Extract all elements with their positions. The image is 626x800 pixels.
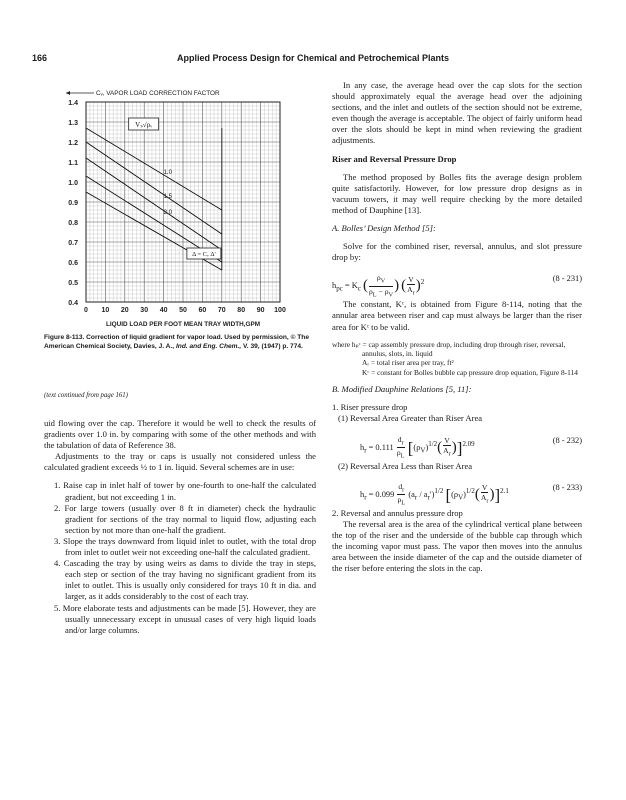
x-tick-label: 20	[120, 307, 129, 314]
y-tick-label: 0.6	[68, 260, 78, 267]
y-tick-label: 0.8	[68, 220, 78, 227]
x-tick-label: 100	[274, 307, 286, 314]
equation-8-232: $h_r = 0.111$ $\frac{d_r}{\rho_L}$ [$(\rho_V)^{1/2}$( $\frac{V}{A_r}$ )]$^{2.09}$ (8 - 232)	[360, 434, 582, 460]
x-tick-label: 90	[256, 307, 265, 314]
right-paragraph-3: Solve for the combined riser, reversal, annulus, and slot pressure drop by:	[332, 241, 582, 263]
left-paragraph-2: Adjustments to the tray or caps is usually not considered unless the calculated gradient exceeds ½ to 1 in. liquid. Several schemes are in use:	[44, 451, 316, 473]
subhead-a: A. Bolles’ Design Method [5]:	[332, 223, 436, 234]
figure-8-113-chart	[44, 80, 320, 335]
x-tick-label: 30	[140, 307, 149, 314]
continued-note: (text continued from page 161)	[44, 392, 128, 399]
equation-number: (8 - 231)	[552, 274, 582, 284]
y-tick-label: 0.4	[68, 300, 78, 307]
equation-number: (8 - 232)	[552, 435, 582, 445]
section-heading: Riser and Reversal Pressure Drop	[332, 153, 457, 164]
list-item: 3. Slope the trays downward from liquid inlet to outlet, with the total drop from inlet to outlet weir not exceeding one-half the calculated gradient.	[54, 535, 316, 558]
right-column	[332, 80, 582, 574]
running-title: Applied Process Design for Chemical and Petrochemical Plants	[176, 53, 450, 63]
y-tick-label: 0.7	[68, 240, 78, 247]
y-tick-label: 0.9	[68, 200, 78, 207]
curve-label: 1.0	[163, 170, 172, 176]
page-number: 166	[32, 53, 48, 63]
right-paragraph-2: The method proposed by Bolles fits the average design problem quite satisfactorily. However, for low pressure drop designs as in vacuum towers, it may well require checking by the more detailed method of Dauphine [13].	[332, 171, 582, 215]
annotation-label: Vₛ√ρᵥ	[135, 121, 153, 129]
x-axis-label: LIQUID LOAD PER FOOT MEAN TRAY WIDTH,GPM	[105, 321, 261, 328]
y-tick-label: 1.2	[68, 140, 78, 147]
item-1: 1. Riser pressure drop	[332, 402, 408, 413]
x-tick-label: 60	[198, 307, 207, 314]
y-tick-label: 1.3	[68, 120, 78, 127]
caption-citation: V. 39, (1947) p. 774.	[243, 342, 303, 350]
y-tick-label: 0.5	[68, 280, 78, 287]
x-tick-label: 10	[101, 307, 110, 314]
chart-labels	[68, 90, 286, 328]
where-definitions	[332, 340, 582, 378]
left-paragraph-1: uid flowing over the cap. Therefore it would be well to check the results of gradients over 1.0 in. by comparing with some of the other methods and with the tabulation of data of Reference 38.	[44, 418, 316, 451]
figure-caption	[44, 334, 314, 351]
definition-line: Aᵣ = total riser area per tray, ft²	[362, 358, 454, 368]
right-paragraph-4: The constant, Kᶜ, is obtained from Figure 8-114, noting that the annular area between riser and cap must always be larger than the riser area for Kᶜ to be valid.	[332, 299, 582, 332]
x-tick-label: 50	[179, 307, 187, 314]
chart-axes	[66, 91, 280, 302]
list-item: 4. Cascading the tray by using weirs as dams to divide the tray in steps, each step or section of the tray having no significant gradient from its inlet to outlet. This is usually only considered for trays 10 ft in dia. and larger, as it adds considerably to the cost of each tray.	[54, 558, 316, 602]
equation-8-231: $h_{pc} = K_c$ ( $\frac{\rho_V}{\rho_L - \rho_V}$ ) ( $\frac{V}{A_r}$ )$^2$ (8 - 231)	[332, 273, 582, 299]
list-item: 1. Raise cap in inlet half of tower by one-fourth to one-half the calculated gradient, but not exceeding 1 in.	[54, 480, 316, 502]
x-tick-label: 0	[84, 307, 88, 314]
left-column	[44, 418, 316, 636]
y-tick-label: 1.4	[68, 100, 78, 107]
definition-line: where hₚᶜ = cap assembly pressure drop, including drop through riser, reversal, annulus, slots, in. liquid	[332, 339, 566, 358]
equation-8-233: $h_r = 0.099$ $\frac{d_r}{\rho_L}$ $(a_r / a_r')^{1/2}$ [$(\rho_V)^{1/2}$( $\frac{V}{A_r}$ )]$^{2.1}$ (8 - 233)	[360, 481, 582, 507]
y-tick-label: 1.0	[68, 180, 78, 187]
x-tick-label: 80	[237, 307, 246, 314]
annotation-label: Δ = Cᵥ Δ'	[192, 251, 216, 258]
series-line	[86, 142, 222, 234]
curve-label: 2.0	[163, 210, 172, 216]
subhead-b: B. Modified Dauphine Relations [5, 11]:	[332, 384, 472, 395]
equation-number: (8 - 233)	[552, 482, 582, 492]
caption-label: Figure 8-113.	[44, 334, 85, 341]
y-tick-label: 1.1	[68, 160, 78, 167]
x-tick-label: 40	[159, 307, 168, 314]
chart-grid	[86, 102, 280, 302]
item-2: 2. Reversal and annulus pressure drop	[332, 507, 463, 518]
curve-label: 1.5	[163, 194, 172, 200]
list-item: 2. For large towers (usually over 8 ft in diameter) check the hydraulic gradient for sections of the tray normal to liquid flow, adjusting each section by not more than one-half the gradient.	[54, 502, 316, 535]
item-1b: (2) Reversal Area Less than Riser Area	[338, 460, 473, 471]
chart-title: Cᵥ, VAPOR LOAD CORRECTION FACTOR	[96, 90, 220, 97]
title-arrowhead	[66, 91, 70, 95]
page-header	[32, 53, 594, 67]
caption-text: Correction of liquid gradient for vapor load. Used by permission, © The American Chemical Society, Davies, J. A.,	[44, 334, 310, 350]
series-line	[86, 128, 222, 210]
definition-line: Kᶜ = constant for Bolles bubble cap pressure drop equation, Figure 8-114	[362, 367, 578, 377]
item-1a: (1) Reversal Area Greater than Riser Area	[338, 413, 483, 424]
adjustment-list	[44, 480, 316, 635]
caption-journal: Ind. and Eng. Chem.,	[175, 342, 242, 350]
x-tick-label: 70	[217, 307, 226, 314]
list-item: 5. More elaborate tests and adjustments can be made [5]. However, they are usually unnecessary except in unusual cases of very high liquid loads and/or large columns.	[54, 602, 316, 635]
right-paragraph-1: In any case, the average head over the cap slots for the section should approximately equal the average head over the adjoining sections, and the inlet and outlets of the section should not be extreme, even though the average is acceptable. The object of fairly uniform head over the slots should be kept in mind when reviewing the gradient adjustments.	[332, 80, 582, 146]
right-paragraph-5: The reversal area is the area of the cylindrical vertical plane between the top of the riser and the underside of the bubble cap through which the incoming vapor must pass. The vapor then moves into the annulus area between the inside diameter of the cap and the outside diameter of the riser before entering the slots in the cap.	[332, 518, 582, 574]
